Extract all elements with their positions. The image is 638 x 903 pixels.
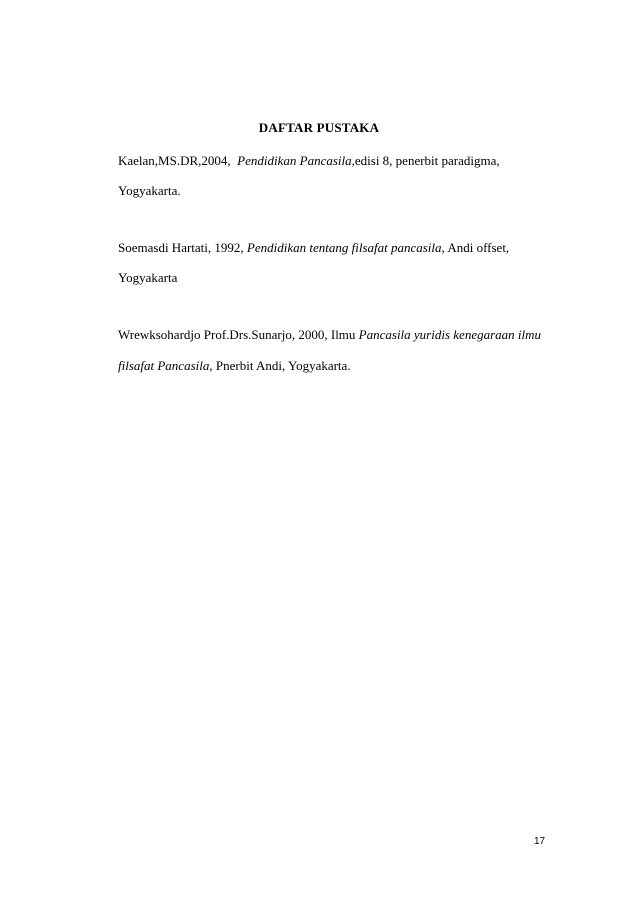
reference-2-line-1	[118, 240, 509, 256]
reference-3-title: Pancasila yuridis kenegaraan ilmu	[358, 327, 542, 342]
reference-1-author: Kaelan,MS.DR,2004,	[118, 153, 231, 168]
reference-2-title: Pendidikan tentang filsafat pancasila	[246, 240, 442, 255]
reference-1-line-2: Yogyakarta.	[118, 183, 181, 198]
reference-1-publisher: edisi 8, penerbit paradigma,	[354, 153, 500, 168]
reference-3-title-continued: filsafat Pancasila,	[118, 358, 213, 373]
page-title: DAFTAR PUSTAKA	[258, 120, 380, 135]
reference-1-title: Pendidikan Pancasila,	[237, 153, 355, 168]
reference-3-line-1	[118, 327, 541, 343]
reference-3-line-2	[118, 358, 351, 374]
reference-3-author: Wrewksohardjo Prof.Drs.Sunarjo, 2000, Ilmu	[118, 327, 356, 342]
reference-1-line-1	[118, 153, 500, 169]
page-number: 17	[534, 836, 546, 847]
reference-2-line-2: Yogyakarta	[118, 270, 178, 285]
reference-2-publisher: , Andi offset,	[441, 240, 510, 255]
reference-2-author: Soemasdi Hartati, 1992,	[118, 240, 244, 255]
reference-3-publisher-city: Pnerbit Andi, Yogyakarta.	[215, 358, 351, 373]
